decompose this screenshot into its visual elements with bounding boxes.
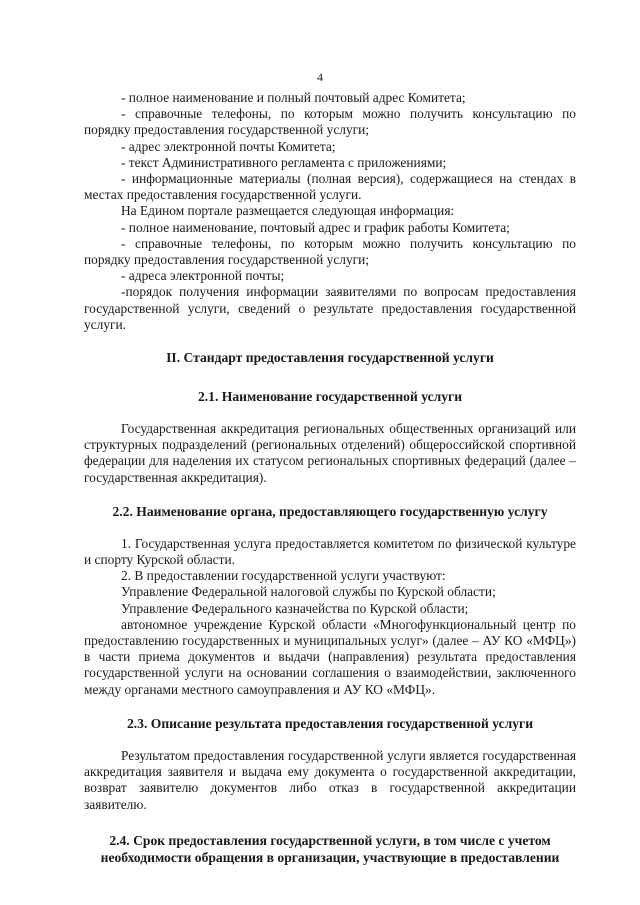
list-item: - информационные материалы (полная версия), содержащиеся на стендах в местах предоставления государственной услуги. [84, 171, 576, 203]
subsection-2-4-heading: 2.4. Срок предоставления государственной услуги, в том числе с учетом необходимости обращения в организации, участвующие в предоставлении [100, 832, 560, 865]
list-item: - адрес электронной почты Комитета; [121, 138, 336, 154]
list-item: - полное наименование, почтовый адрес и график работы Комитета; [121, 219, 510, 235]
subsection-2-1-heading: 2.1. Наименование государственной услуги [197, 389, 463, 405]
page-number: 4 [317, 70, 323, 84]
list-item: - справочные телефоны, по которым можно получить консультацию по порядку предоставления государственной услуги; [84, 235, 576, 268]
paragraph: Государственная аккредитация региональных общественных организаций или структурных подразделений (региональных отделений) общероссийской спортивной федерации для наделения их статусом региональных спортивных федераций (далее – государственная аккредитация). [84, 421, 576, 485]
paragraph: Результатом предоставления государственной услуги является государственная аккредитация заявителя и выдача ему документа о государственной аккредитации, возврат заявителю документов либо отказ в государственной аккредитации заявителю. [84, 747, 576, 812]
list-item: - полное наименование и полный почтовый адрес Комитета; [121, 90, 466, 105]
document-body [84, 90, 576, 866]
paragraph: Управление Федеральной налоговой службы по Курской области; [121, 584, 496, 600]
list-item: - текст Административного регламента с приложениями; [121, 154, 447, 170]
list-item: -порядок получения информации заявителями по вопросам предоставления государственной услуги, сведений о результате предоставления государственной услуги. [84, 284, 576, 332]
list-item: - справочные телефоны, по которым можно получить консультацию по порядку предоставления государственной услуги; [84, 106, 576, 138]
section-2-heading: II. Стандарт предоставления государственной услуги [166, 350, 494, 366]
paragraph: автономное учреждение Курской области «Многофункциональный центр по предоставлению государственных и муниципальных услуг» (далее – АУ КО «МФЦ») в части приема документов и выдачи (направления) результата предоставления государственной услуги на основании соглашения о взаимодействии, заключенного между органами местного самоуправления и АУ КО «МФЦ». [84, 616, 576, 697]
subsection-2-3-heading: 2.3. Описание результата предоставления государственной услуги [126, 715, 534, 731]
portal-intro: На Едином портале размещается следующая информация: [121, 203, 455, 219]
paragraph: 1. Государственная услуга предоставляется комитетом по физической культуре и спорту Курской области. [84, 535, 576, 568]
list-item: - адреса электронной почты; [121, 268, 285, 284]
subsection-2-2-heading: 2.2. Наименование органа, предоставляющего государственную услугу [112, 503, 548, 519]
paragraph: Управление Федерального казначейства по Курской области; [121, 600, 469, 616]
paragraph: 2. В предоставлении государственной услуги участвуют: [121, 568, 446, 584]
